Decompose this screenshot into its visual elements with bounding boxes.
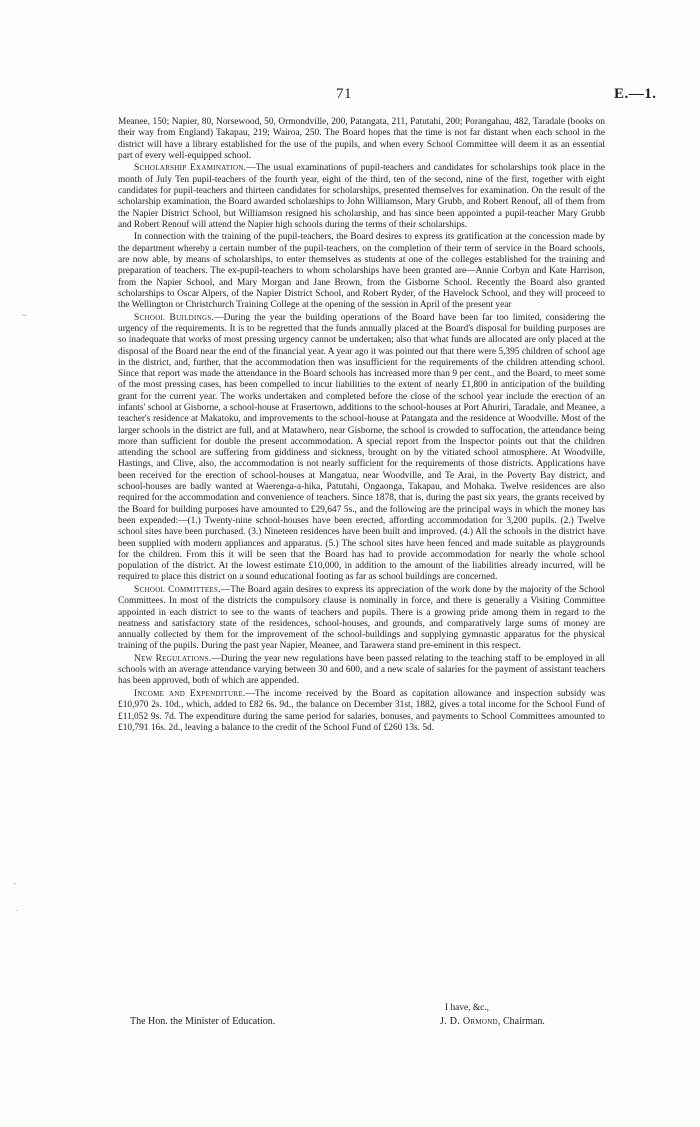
margin-mark: ~ <box>22 311 27 320</box>
paragraph-new-regulations <box>118 654 605 688</box>
letter-body <box>118 117 605 735</box>
signatory-title: , Chairman. <box>498 1016 545 1028</box>
section-heading: Income and Expenditure. <box>134 688 246 699</box>
paragraph-income-expenditure <box>118 689 605 734</box>
paragraph-text: —During the year the building operations of the Board have been far too limited, considering the urgency of the requirements. It is to be regretted that the funds annually placed at the Board's disposal for building purposes are so inadequate that works of most pressing urgency cannot be undertaken; also that what funds are allocated are only placed at the disposal of the Board near the end of the financial year. A year ago it was pointed out that there were 5,395 children of school age in the district, and, further, that the accommodation then was insufficient for the requirements of the children attending school. Since that report was made the attendance in the Board schools has increased more than 9 per cent., and the Board, to meet some of the most pressing cases, has been compelled to incur liabilities to the extent of nearly £1,800 in anticipation of the building grant for the current year. The works undertaken and completed before the close of the school year include the erection of an infants' school at Gisborne, a school-house at Frasertown, additions to the school-houses at Port Ahuriri, Taradale, and Meanee, a teacher's residence at Makatoku, and improvements to the school-house at Patangata and the residence at Woodville. Most of the larger schools in the district are full, and at Matawhero, near Gisborne, the school is crowded to suffocation, the attendance being more than sufficient for double the present accommodation. A special report from the Inspector points out that the children attending the school are suffering from giddiness and sickness, brought on by the vitiated school atmosphere. At Woodville, Hastings, and Clive, also, the accommodation is not nearly sufficient for the requirements of those districts. Applications have been received for the erection of school-houses at Mangatua, near Woodville, and Te Arai, in the Poverty Bay district, and school-houses are badly wanted at Waerenga-a-hika, Patutahi, Ongaonga, Takapau, and Mohaka. Twelve residences are also required for the accommodation and convenience of teachers. Since 1878, that is, during the past six years, the grants received by the Board for building purposes have amounted to £29,647 5s., and the following are the principal ways in which the money has been expended:—(1.) Twenty-nine school-houses have been erected, affording accommodation for 3,200 pupils. (2.) Twelve school sites have been purchased. (3.) Nineteen residences have been built and improved. (4.) All the schools in the district have been supplied with modern appliances and apparatus. (5.) The school sites have been fenced and made suitable as playgrounds for the children. From this it will be seen that the Board has had to provide accommodation for nearly the whole school population of the district. At the lowest estimate £10,000, in addition to the amount of the liabilities already incurred, will be required to place this district on a sound educational footing as far as school buildings are concerned. <box>118 312 606 583</box>
paragraph-school-buildings <box>118 313 605 584</box>
paragraph-text: In connection with the training of the pupil-teachers, the Board desires to express its gratification at the concession made by the department whereby a certain number of the pupil-teachers, on the completion of their term of service in the Board schools, are now able, by means of scholarships, to enter themselves as students at one of the colleges established for the training and preparation of teachers. The ex-pupil-teachers to whom scholarships have been granted are—Annie Corbyn and Kate Harrison, from the Napier School, and Mary Morgan and Jane Brown, from the Gisborne School. Recently the Board also granted scholarships to Oscar Alpers, of the Napier District School, and Robert Ryder, of the Havelock School, and they will proceed to the Wellington or Christchurch Training College at the opening of the session in April of the present year <box>118 232 605 311</box>
section-heading: Scholarship Examination. <box>134 163 247 174</box>
paragraph-text: —The usual examinations of pupil-teachers and candidates for scholarships took place in the month of July Ten pupil-teachers of the fourth year, eight of the third, ten of the second, nine of the first, together with eight candidates for pupil-teachers and thirteen candidates for scholarships, presented themselves for examination. On the result of the scholarship examination, the Board awarded scholarships to John Williamson, Mary Grubb, and Robert Renouf, all of them from the Napier District School, but Williamson resigned his scholarship, and has since been appointed a pupil-teacher Mary Grubb and Robert Renouf will attend the Napier high schools during the terms of their scholarships. <box>118 163 605 230</box>
signatory-name: J. D. Ormond <box>440 1016 498 1028</box>
signatory <box>440 1016 545 1027</box>
section-heading: School Buildings. <box>134 312 215 323</box>
paragraph-text: Meanee, 150; Napier, 80, Norsewood, 50, Ormondville, 200, Patangata, 211, Patutahi, 200; Porangahau, 482, Taradale (books on their way from England) Takapau, 219; Wairoa, 250. The Board hopes that the time is not far distant when each school in the district will have a library established for the use of the pupils, and when every School Committee will deem it as an essential part of every well-equipped school. <box>118 117 605 161</box>
sign-off <box>118 1003 605 1029</box>
paragraph-text: —The income received by the Board as capitation allowance and inspection subsidy was £10,970 2s. 10d., which, added to £82 6s. 9d., the balance on December 31st, 1882, gives a total income for the School Fund of £11,052 9s. 7d. The expenditure during the same period for salaries, bonuses, and payments to School Committees amounted to £10,791 16s. 2d., leaving a balance to the credit of the School Fund of £260 13s. 5d. <box>118 688 605 733</box>
paragraph-training <box>118 232 605 311</box>
addressee: The Hon. the Minister of Education. <box>130 1016 276 1028</box>
margin-mark: - <box>14 879 17 888</box>
paragraph-libraries <box>118 117 605 162</box>
paragraph-school-committees <box>118 585 605 653</box>
page-number: 71 <box>336 86 352 102</box>
closing-salutation: I have, &c., <box>445 1003 489 1013</box>
section-heading: School Committees. <box>134 584 221 595</box>
section-heading: New Regulations. <box>134 653 212 664</box>
signature-row <box>118 1016 605 1029</box>
paragraph-text: —During the year new regulations have been passed relating to the teaching staff to be employed in all schools with an average attendance varying between 30 and 600, and a new scale of salaries for the payment of assistant teachers has been approved, both of which are appended. <box>118 653 605 687</box>
paragraph-text: —The Board again desires to express its appreciation of the work done by the majority of the School Committees. In most of the districts the compulsory clause is nominally in force, and there is generally a Visiting Committee appointed in each district to see to the wants of teachers and pupils. There is a growing pride among them in regard to the neatness and satisfactory state of the residences, school-houses, and grounds, and comparatively large sums of money are annually collected by them for the improvement of the school-buildings and supplying gymnastic apparatus for the physical training of the pupils. During the past year Napier, Meanee, and Tarawera stand pre-eminent in this respect. <box>118 584 605 652</box>
document-reference: E.—1. <box>614 86 657 102</box>
paragraph-scholarship-examination <box>118 163 605 231</box>
margin-mark: . <box>16 904 18 913</box>
